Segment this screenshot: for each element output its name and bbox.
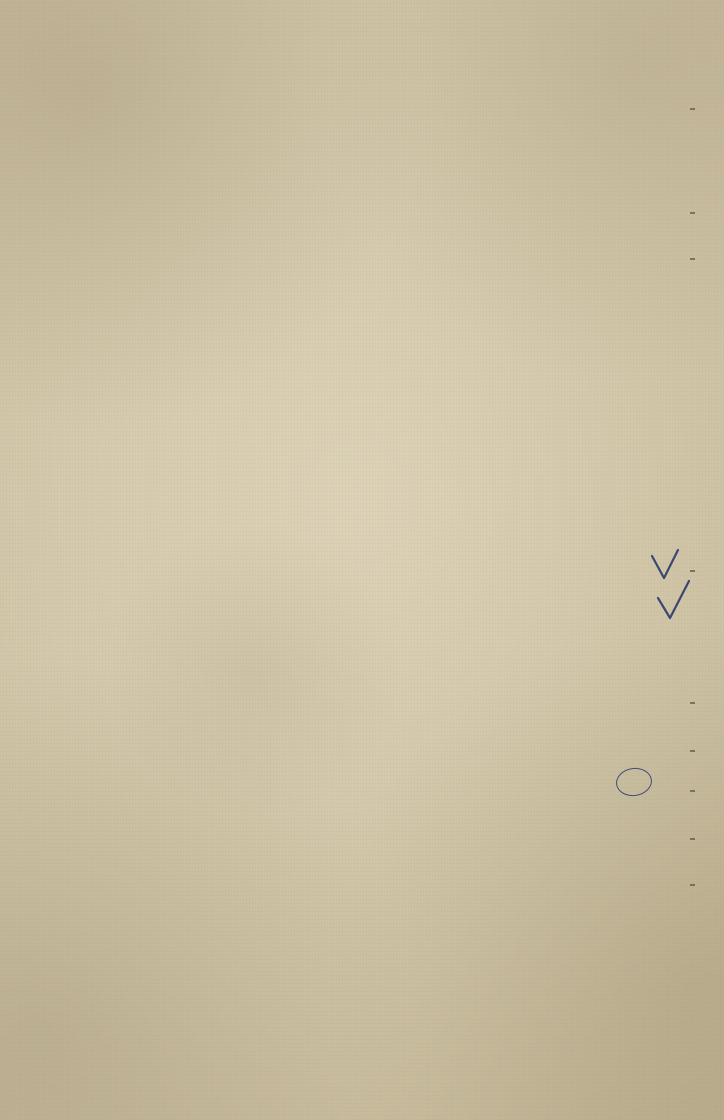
margin-tick xyxy=(690,790,695,792)
margin-tick xyxy=(690,884,695,886)
margin-tick xyxy=(690,570,695,572)
margin-tick xyxy=(690,750,695,752)
margin-tick xyxy=(690,258,695,260)
margin-tick xyxy=(690,702,695,704)
margin-tick xyxy=(690,838,695,840)
margin-tick xyxy=(690,108,695,110)
table-of-contents xyxy=(78,40,658,46)
margin-tick xyxy=(690,212,695,214)
